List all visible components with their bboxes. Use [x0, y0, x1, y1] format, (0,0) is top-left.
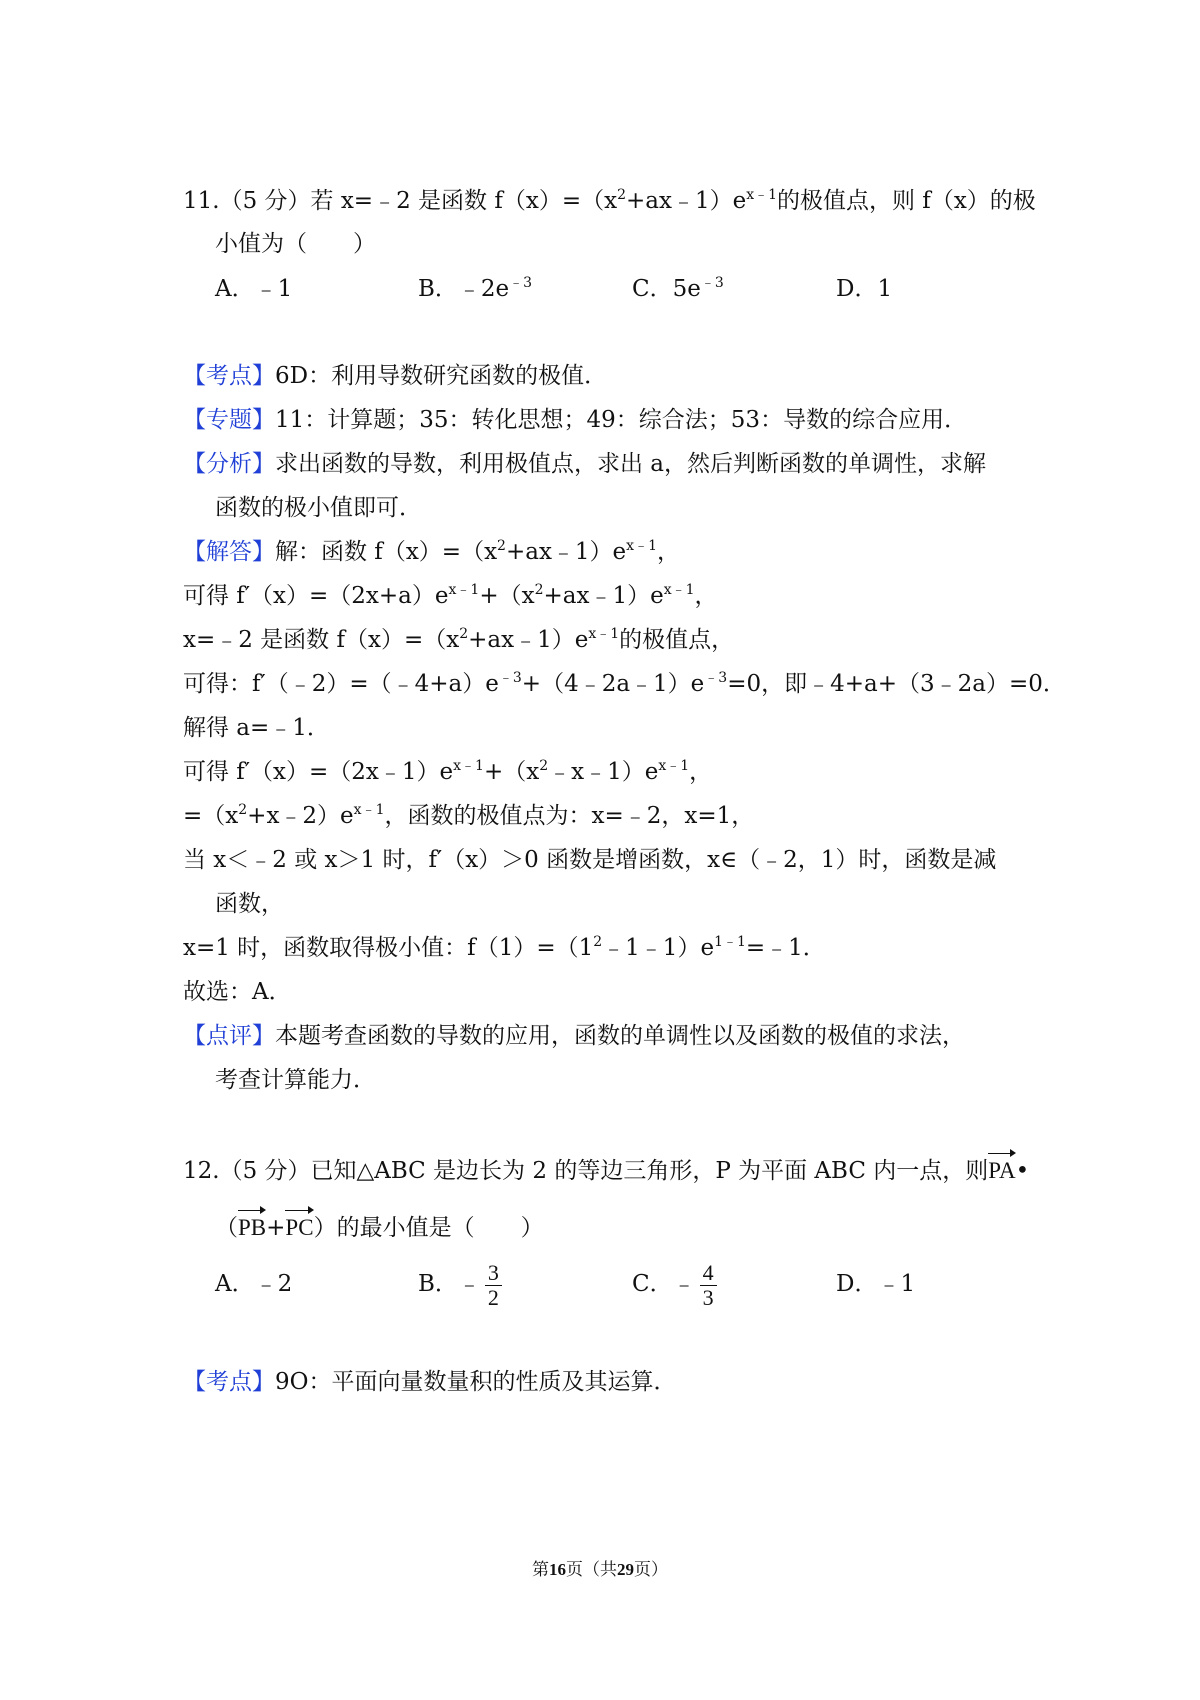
q11-solution-10: 故选：A． [183, 979, 292, 1005]
page-footer: 第16页（共29页） [532, 1560, 668, 1580]
q12-option-a: A．﹣2 [215, 1271, 293, 1297]
q11-zhuanti: 【专题】11：计算题；35：转化思想；49：综合法；53：导数的综合应用． [183, 407, 968, 433]
q12-option-d: D．﹣1 [836, 1271, 916, 1297]
kaodian-tag: 【考点】 [183, 363, 275, 389]
q11-solution-8-cont: 函数， [215, 891, 284, 917]
q11-solution-7: $=(x^2+x﹣2)e^{x﹣1}$，函数的极值点为：x=﹣2，x=1， [183, 802, 755, 829]
kaodian-tag: 【考点】 [183, 1369, 275, 1395]
vector-pa: PA [988, 1155, 1015, 1187]
q12-kaodian: 【考点】9O：平面向量数量积的性质及其运算． [183, 1369, 677, 1395]
q11-stem-line1: 11.（5 分）若 x=﹣2 是函数 $f(x)=(x^2+ax﹣1)e^{x﹣1}$的极值点，则 f（x）的极 [183, 187, 1036, 214]
page-number: 16 [549, 1560, 566, 1579]
q11-kaodian: 【考点】6D：利用导数研究函数的极值． [183, 363, 608, 389]
q11-solution-2: 可得 $f'(x)=(2x+a)e^{x﹣1}+(x^2+ax﹣1)e^{x﹣1}$， [183, 582, 718, 609]
q11-stem-line2: 小值为（ ） [215, 231, 376, 257]
q11-dianping-cont: 考查计算能力． [215, 1067, 376, 1093]
q11-dianping: 【点评】本题考查函数的导数的应用，函数的单调性以及函数的极值的求法， [183, 1023, 965, 1049]
q12-stem-line2: （PB+PC）的最小值是（ ） [215, 1212, 544, 1244]
vector-pb: PB [238, 1212, 266, 1244]
q11-option-d: D．1 [836, 276, 893, 302]
q12-option-b: B．﹣ $\frac{3}{2}$ [418, 1257, 502, 1311]
zhuanti-tag: 【专题】 [183, 407, 275, 433]
q11-option-a: A．﹣1 [215, 276, 293, 302]
jieda-tag: 【解答】 [183, 539, 275, 565]
q11-solution-8: 当 x＜﹣2 或 x＞1 时，f′（x）＞0 函数是增函数，x∈（﹣2，1）时，函数是减 [183, 847, 997, 873]
q12-stem-line1: 12.（5 分）已知△ABC 是边长为 2 的等边三角形，P 为平面 ABC 内一点，则PA• [183, 1155, 1029, 1187]
q11-solution-5: 解得 a=﹣1． [183, 715, 330, 741]
dianping-tag: 【点评】 [183, 1023, 275, 1049]
q11-solution-3: x=﹣2 是函数 $f(x)=(x^2+ax﹣1)e^{x﹣1}$的极值点， [183, 626, 735, 653]
q11-solution-4: 可得：$f'(﹣2)=(﹣4+a)e^{﹣3}+(4﹣2a﹣1)e^{﹣3}=0$，即﹣4+a+（3﹣2a）=0． [183, 670, 1066, 697]
q12-option-c: C．﹣ $\frac{4}{3}$ [632, 1257, 717, 1311]
q11-solution-9: x=1 时，函数取得极小值：$f(1)=(1^2﹣1﹣1)e^{1﹣1}=﹣1$． [183, 934, 826, 961]
q11-fenxi: 【分析】求出函数的导数，利用极值点，求出 a，然后判断函数的单调性，求解 [183, 451, 987, 477]
q11-option-c: C．$5e^{﹣3}$ [632, 275, 724, 302]
fenxi-tag: 【分析】 [183, 451, 275, 477]
page-total: 29 [617, 1560, 634, 1579]
fraction-4-3: $\frac{4}{3}$ [700, 1261, 717, 1310]
q11-solution-1: 【解答】解：函数 $f(x)=(x^2+ax﹣1)e^{x﹣1}$， [183, 538, 680, 565]
q11-fenxi-cont: 函数的极小值即可． [215, 495, 422, 521]
fraction-3-2: $\frac{3}{2}$ [485, 1261, 502, 1310]
vector-pc: PC [285, 1212, 313, 1244]
q11-option-b: B．$﹣2e^{﹣3}$ [418, 275, 533, 302]
q11-solution-6: 可得 $f'(x)=(2x﹣1)e^{x﹣1}+(x^2﹣x﹣1)e^{x﹣1}$， [183, 758, 713, 785]
